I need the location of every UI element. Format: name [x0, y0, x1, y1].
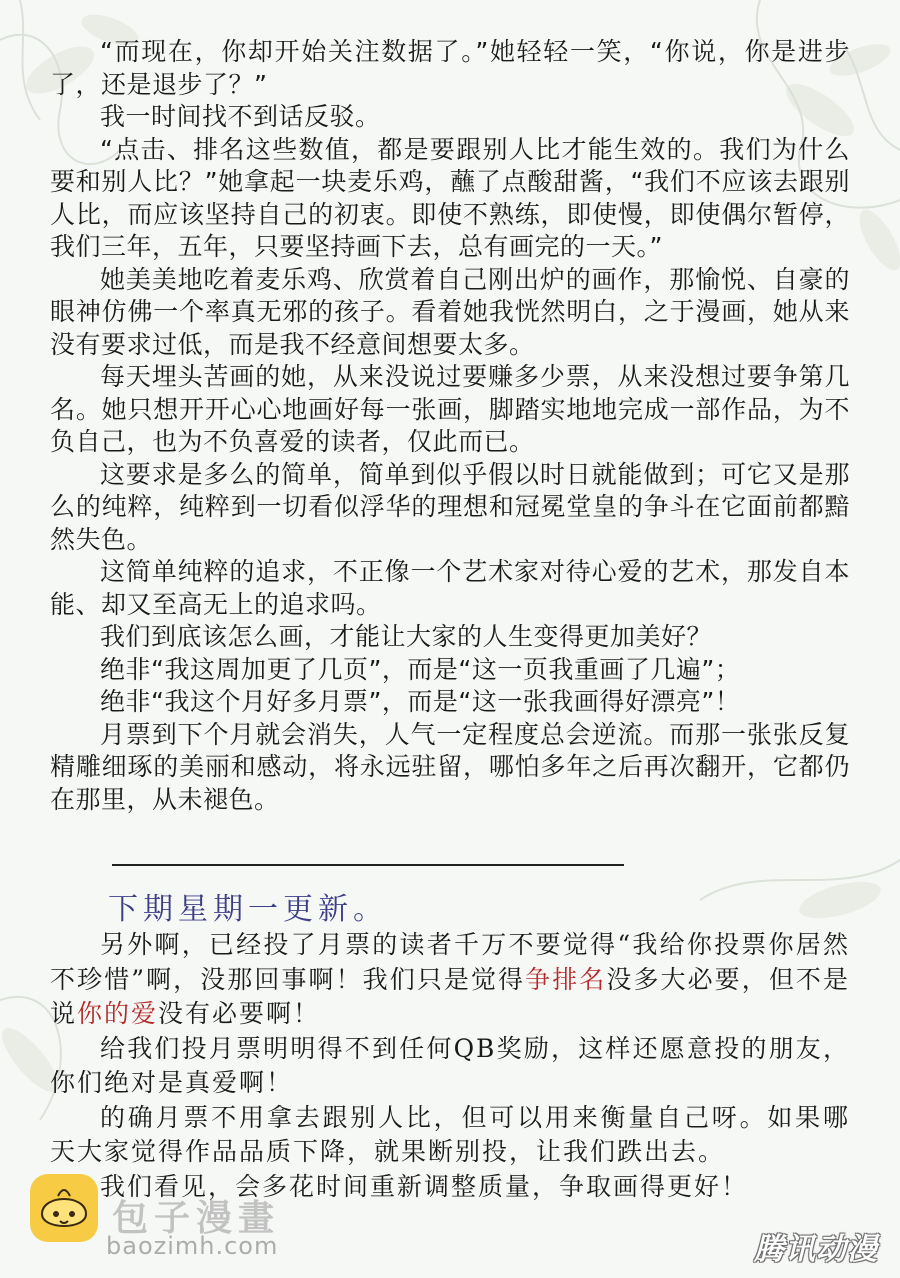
highlight-your-love: 你的爱 — [77, 999, 159, 1028]
essay-paragraph: 绝非“我这个月好多月票”，而是“这一张我画得好漂亮”！ — [100, 687, 741, 716]
highlight-ranking: 争排名 — [525, 964, 607, 994]
baozi-logo-icon — [28, 1170, 100, 1244]
essay-paragraph: 她美美地吃着麦乐鸡、欣赏着自己刚出炉的画作，那愉悦、自豪的眼神仿佛一个率真无邪的孩子。看着她我恍然明白，之于漫画，她从来没有要求过低，而是我不经意间想要太多。 — [50, 264, 850, 359]
essay-paragraph: 月票到下个月就会消失，人气一定程度总会逆流。而那一张张反复精雕细琢的美丽和感动，将永远驻留，哪怕多年之后再次翻开，它都仍在那里，从未褪色。 — [50, 719, 850, 814]
essay-paragraph: 每天埋头苦画的她，从来没说过要赚多少票，从来没想过要争第几名。她只想开开心心地画好每一张画，脚踏实地地完成一部作品，为不负自己，也为不负喜爱的读者，仅此而已。 — [50, 362, 850, 456]
essay-paragraph: 这简单纯粹的追求，不正像一个艺术家对待心爱的艺术，那发自本能、却又至高无上的追求吗。 — [50, 557, 850, 619]
essay-body — [50, 36, 850, 816]
author-note-paragraph — [50, 928, 850, 1032]
watermark-site-url: baozimh.com — [106, 1232, 279, 1260]
author-notes — [50, 928, 850, 1204]
essay-paragraph: “而现在，你却开始关注数据了。”她轻轻一笑，“你说，你是进步了，还是退步了？” — [50, 37, 850, 99]
essay-paragraph: 我一时间找不到话反驳。 — [100, 102, 381, 131]
note-text: 另外啊，已经投了月票的读者千万不要觉得“我给你投票你居然不珍惜”啊，没那回事啊！我们只是觉得 — [50, 930, 850, 994]
author-note-paragraph: 我们看见，会多花时间重新调整质量，争取画得更好！ — [100, 1171, 749, 1201]
essay-paragraph: “点击、排名这些数值，都是要跟别人比才能生效的。我们为什么要和别人比？”她拿起一块麦乐鸡，蘸了点酸甜酱，“我们不应该去跟别人比，而应该坚持自己的初衷。即使不熟练，即使慢，即使偶尔暂停，我们三年，五年，只要坚持画下去，总有画完的一天。” — [50, 134, 850, 261]
author-note-paragraph: 给我们投月票明明得不到任何QB奖励，这样还愿意投的朋友，你们绝对是真爱啊！ — [50, 1033, 850, 1097]
essay-paragraph: 绝非“我这周加更了几页”，而是“这一页我重画了几遍”； — [100, 654, 741, 684]
update-notice-heading: 下期星期一更新。 — [108, 892, 388, 927]
essay-paragraph: 这要求是多么的简单，简单到似乎假以时日就能做到；可它又是那么的纯粹，纯粹到一切看似浮华的理想和冠冕堂皇的争斗在它面前都黯然失色。 — [50, 459, 850, 554]
note-text: 没有必要啊！ — [158, 999, 321, 1028]
watermark-site-name: 包子漫畫 — [112, 1198, 281, 1239]
note-text: 没多大必要，但不是说 — [50, 964, 850, 1028]
publisher-logo: 腾讯动漫 — [754, 1232, 878, 1267]
author-note-paragraph: 的确月票不用拿去跟别人比，但可以用来衡量自己呀。如果哪天大家觉得作品品质下降，就果断别投，让我们跌出去。 — [50, 1102, 850, 1166]
essay-paragraph: 我们到底该怎么画，才能让大家的人生变得更加美好？ — [100, 622, 713, 651]
section-divider — [112, 864, 624, 866]
